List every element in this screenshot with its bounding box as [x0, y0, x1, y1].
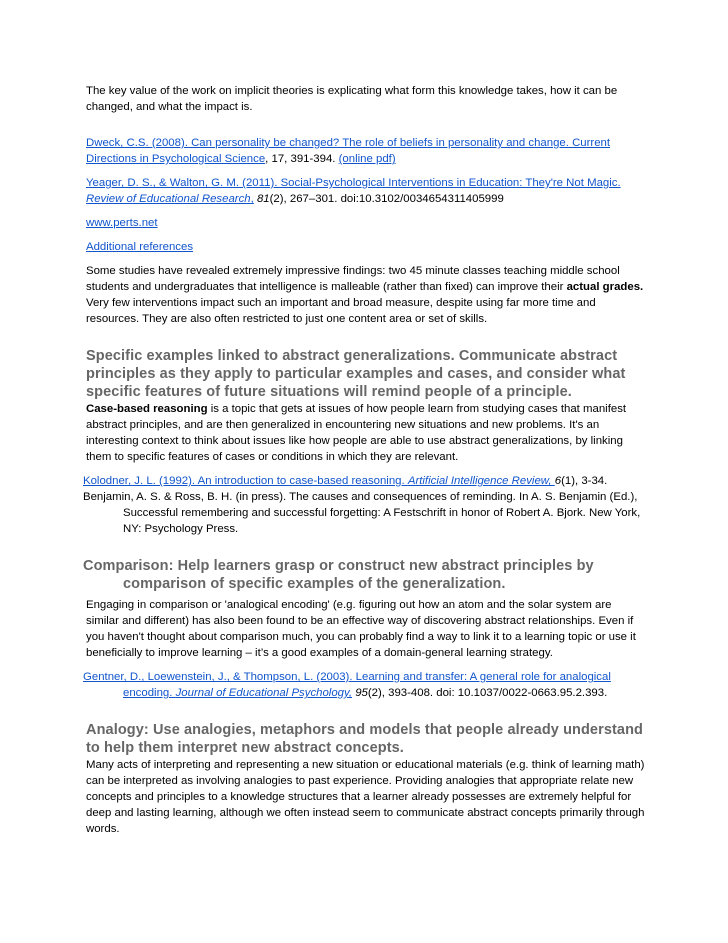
reference-dweck: [86, 135, 646, 167]
yeager-link[interactable]: Yeager, D. S., & Walton, G. M. (2011). Social-Psychological Interventions in Education: They're Not Magic. Review of Educational Research,: [86, 177, 621, 205]
section-heading-analogy: Analogy: Use analogies, metaphors and models that people already understand to help them interpret new abstract concepts.: [86, 722, 644, 756]
reference-gentner: Gentner, D., Loewenstein, J., & Thompson, L. (2003). Learning and transfer: A general role for analogical encoding. Journal of Educational Psychology, 95(2), 393-408. doi: 10.1037/0022-0663.95.2.393.: [83, 671, 611, 699]
perts-link[interactable]: www.perts.net: [86, 217, 158, 229]
case-based-reasoning-paragraph: Case-based reasoning is a topic that gets at issues of how people learn from studying cases that manifest abstract principles, and are then generalized in encountering new situations and new problems. It's an interesting context to think about issues like how people are able to use abstract generalizations, by linking them to specific features of cases or conditions in which they are relevant.: [86, 403, 627, 463]
comparison-paragraph: Engaging in comparison or 'analogical encoding' (e.g. figuring out how an atom and the solar system are similar and different) has also been found to be an effective way of discovering abstract relationships. Even if you haven't thought about comparison much, you can probably find a way to link it to a learning topic or use it beneficially to improve learning – it’s a good examples of a domain-general learning strategy.: [86, 599, 636, 659]
intro-paragraph: The key value of the work on implicit theories is explicating what form this knowledge takes, how it can be changed, and what the impact is.: [86, 85, 618, 113]
section-heading-specific-examples: Specific examples linked to abstract generalizations. Communicate abstract principles as they apply to particular examples and cases, and consider what specific features of future situations will remind people of a principle.: [86, 348, 626, 400]
findings-paragraph: Some studies have revealed extremely impressive findings: two 45 minute classes teaching middle school students and undergraduates that intelligence is malleable (rather than fixed) can improve their actual grades. Very few interventions impact such an important and broad measure, despite using far more time and resources. They are also often restricted to just one content area or set of skills.: [86, 265, 644, 325]
online-pdf-link[interactable]: (online pdf): [338, 153, 396, 165]
analogy-paragraph: Many acts of interpreting and representing a new situation or educational materials (e.g. think of learning math) can be interpreted as involving analogies to past experience. Providing analogies that appropriate relate new concepts and principles to a knowledge structures that a learner already possesses are extremely helpful for deep and lasting learning, although we often instead seem to communicate abstract concepts primarily through words.: [86, 759, 645, 835]
dweck-citation-rest: , 17, 391-394.: [265, 153, 339, 165]
document-page: [83, 83, 646, 837]
reference-benjamin: Benjamin, A. S. & Ross, B. H. (in press). The causes and consequences of reminding. In A. S. Benjamin (Ed.), Successful remembering and successful forgetting: A Festschrift in honor of Robert A. Bjork. New York, NY: Psychology Press.: [83, 491, 641, 535]
kolodner-link[interactable]: Kolodner, J. L. (1992). An introduction to case-based reasoning. Artificial Intelligence Review,: [83, 475, 555, 487]
section-heading-comparison: Comparison: Help learners grasp or construct new abstract principles by comparison of specific examples of the generalization.: [83, 558, 594, 592]
reference-yeager: Yeager, D. S., & Walton, G. M. (2011). Social-Psychological Interventions in Education: They're Not Magic. Review of Educational Research, 81(2), 267–301. doi:10.3102/0034654311405999: [86, 177, 621, 205]
gentner-link[interactable]: Gentner, D., Loewenstein, J., & Thompson, L. (2003). Learning and transfer: A general role for analogical encoding. Journal of Educational Psychology,: [83, 671, 611, 699]
reference-kolodner: Kolodner, J. L. (1992). An introduction to case-based reasoning. Artificial Intelligence Review, 6(1), 3-34.: [83, 475, 608, 487]
perts-reference: [86, 215, 646, 231]
dweck-link[interactable]: Dweck, C.S. (2008). Can personality be changed? The role of beliefs in personality and change. Current Directions in Psychological Science: [86, 137, 611, 165]
case-based-reasoning-term: Case-based reasoning: [86, 403, 208, 415]
actual-grades-emphasis: actual grades.: [566, 281, 644, 293]
additional-references-link[interactable]: Additional references: [86, 241, 194, 253]
additional-references: [86, 239, 646, 255]
